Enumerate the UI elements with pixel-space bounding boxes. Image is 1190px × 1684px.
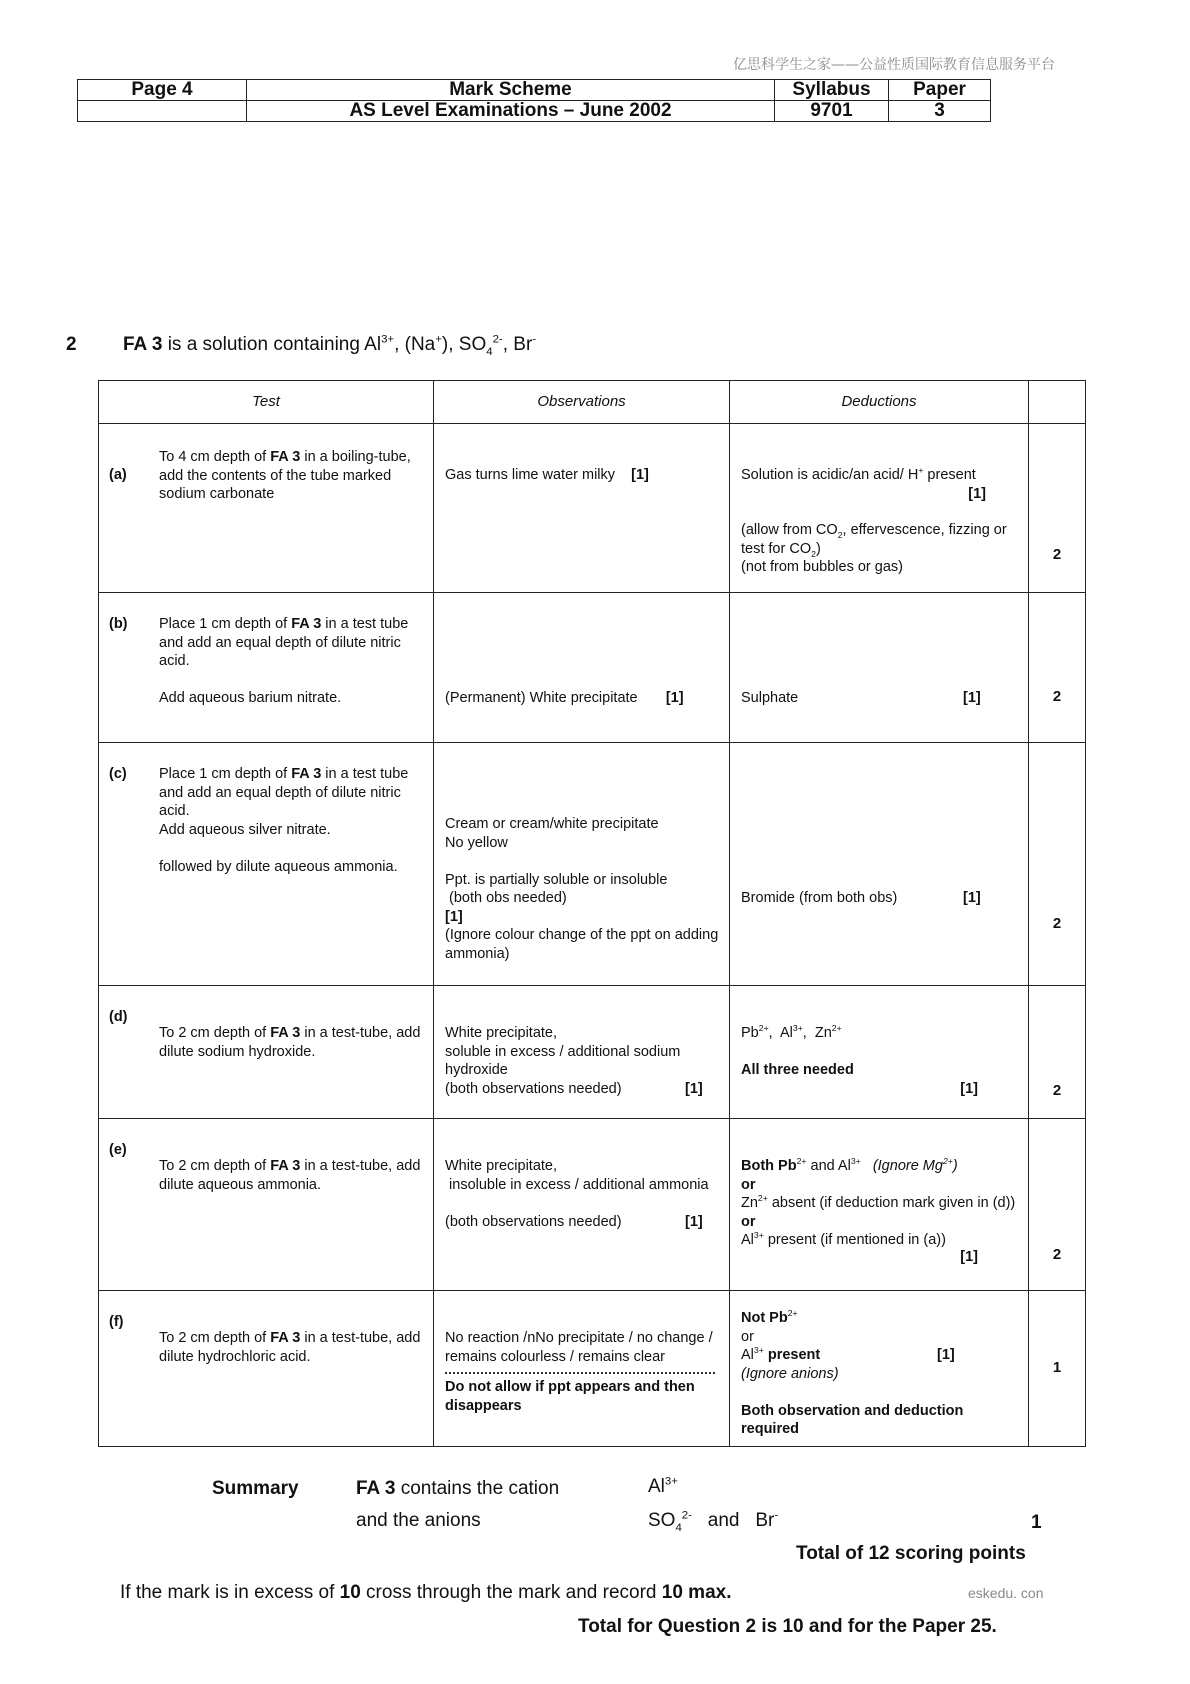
question-number: 2: [66, 334, 77, 355]
syllabus-code: 9701: [775, 101, 889, 122]
test-text: Place 1 cm depth of FA 3 in a test tube and add an equal depth of dilute nitric acid. Add aqueous barium nitrate.: [159, 616, 409, 706]
table-row: [99, 743, 1086, 986]
test-text: Place 1 cm depth of FA 3 in a test tube and add an equal depth of dilute nitric acid. Add aqueous silver nitrate. followed by dilute aqueous ammonia.: [159, 766, 409, 875]
summary-anion-line: and the anions: [356, 1510, 481, 1531]
test-text: To 4 cm depth of FA 3 in a boiling-tube, add the contents of the tube marked sodium carbonate: [159, 449, 411, 502]
row-marks: 2: [1029, 1119, 1086, 1291]
test-text: To 2 cm depth of FA 3 in a test-tube, add dilute sodium hydroxide.: [159, 1025, 421, 1060]
deduction-text: $Pb^{2+}$, $Al^{3+}$, $Zn^{2+}$ All three needed [1]: [741, 1023, 978, 1097]
paper-number: 3: [889, 101, 991, 122]
total-scoring-points: Total of 12 scoring points: [796, 1543, 1026, 1564]
header-table: [77, 79, 991, 122]
deduction-text: Sulphate [1]: [741, 690, 981, 706]
table-row: [99, 986, 1086, 1119]
question-intro: FA 3 is a solution containing $Al^{3+}$, (Na+), $SO_4^{2-}$, Br-: [123, 333, 537, 358]
row-marks: 1: [1029, 1291, 1086, 1447]
watermark-top: 亿思科学生之家——公益性质国际教育信息服务平台: [733, 57, 1055, 73]
summary-label: Summary: [212, 1478, 299, 1499]
header-deductions: Deductions: [730, 381, 1029, 424]
deduction-text: Not $Pb^{2+}$ or $Al^{3+}$ present [1] (Ignore anions) Both observation and deduction required: [741, 1308, 964, 1437]
observation-text: Gas turns lime water milky [1]: [445, 467, 649, 483]
table-row: [99, 1291, 1086, 1447]
row-label: (a): [109, 467, 127, 483]
paper-label: Paper: [889, 80, 991, 101]
row-marks: 2: [1029, 593, 1086, 743]
page-number: Page 4: [78, 80, 247, 101]
header-marks: [1029, 381, 1086, 424]
summary-anions: $SO_4^{2-}$ and Br-: [648, 1509, 779, 1534]
test-text: To 2 cm depth of FA 3 in a test-tube, add dilute aqueous ammonia.: [159, 1158, 421, 1193]
row-label: (e): [109, 1142, 127, 1158]
observation-text: Cream or cream/white precipitate No yellow Ppt. is partially soluble or insoluble (both obs needed) [1] (Ignore colour change of the ppt on adding ammonia): [445, 816, 719, 962]
header-test: Test: [99, 381, 434, 424]
row-label: (b): [109, 616, 128, 632]
test-text: To 2 cm depth of FA 3 in a test-tube, add dilute hydrochloric acid.: [159, 1330, 421, 1365]
row-marks: 2: [1029, 743, 1086, 986]
summary-cation: $Al^{3+}$: [648, 1475, 678, 1497]
summary-mark: 1: [1031, 1512, 1042, 1533]
row-marks: 2: [1029, 424, 1086, 593]
watermark-bottom: eskedu. con: [968, 1585, 1044, 1601]
header-title: Mark Scheme: [247, 80, 775, 101]
deduction-note: (allow from $CO_2$, effervescence, fizzing or test for $CO_2$) (not from bubbles or gas): [741, 522, 1007, 575]
observation-text: (Permanent) White precipitate [1]: [445, 690, 684, 706]
row-label: (f): [109, 1314, 124, 1330]
header-subtitle: AS Level Examinations – June 2002: [247, 101, 775, 122]
excess-note: If the mark is in excess of 10 cross through the mark and record 10 max.: [120, 1582, 732, 1603]
table-row: [99, 424, 1086, 593]
observation-text: No reaction /nNo precipitate / no change / remains colourless / remains clear Do not allow if ppt appears and then disappears: [445, 1329, 723, 1415]
row-label: (d): [109, 1009, 128, 1025]
deduction-text: Solution is acidic/an acid/ H+ present [1]: [741, 465, 986, 502]
table-row: [99, 1119, 1086, 1291]
header-observations: Observations: [434, 381, 730, 424]
row-marks: 2: [1029, 986, 1086, 1119]
observation-text: White precipitate, insoluble in excess / additional ammonia (both observations needed) [1]: [445, 1158, 709, 1230]
table-row: [99, 593, 1086, 743]
question-total: Total for Question 2 is 10 and for the Paper 25.: [578, 1616, 997, 1637]
row-label: (c): [109, 766, 127, 782]
summary-cation-line: FA 3 contains the cation: [356, 1478, 560, 1499]
mark-scheme-table: [98, 380, 1086, 1447]
deduction-text: Both $Pb^{2+}$ and $Al^{3+}$ (Ignore $Mg^{2+}$) or $Zn^{2+}$ absent (if deduction mark given in (d)) or $Al^{3+}$ present (if mentioned in (a)) [1]: [741, 1156, 1016, 1265]
syllabus-label: Syllabus: [775, 80, 889, 101]
observation-text: White precipitate, soluble in excess / additional sodium hydroxide (both observations needed) [1]: [445, 1025, 703, 1097]
deduction-text: Bromide (from both obs) [1]: [741, 890, 981, 906]
